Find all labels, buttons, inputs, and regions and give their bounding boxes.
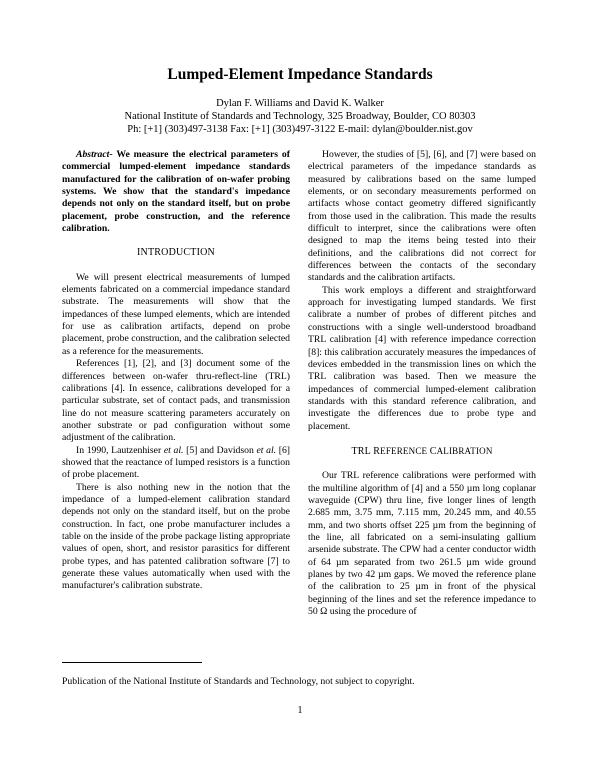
intro-paragraph-4: There is also nothing new in the notion that the impedance of a lumped-element calibration standard depends not only on the standard itself, but on the probe construction. In fact, one probe manufacturer includes a table on the inside of the probe package listing appropriate values of open, short, and resistor parasitics for different probe types, and has patented calibration software [7] to generate these values automatically when used with the manufacturer's calibration substrate. (62, 481, 290, 592)
trl-heading (308, 445, 536, 458)
contact-info: Ph: [+1] (303)497-3138 Fax: [+1] (303)497-3122 E-mail: dylan@boulder.nist.gov (127, 124, 473, 135)
left-column (62, 149, 290, 593)
text-run: [5] and Davidson (183, 444, 257, 456)
right-paragraph-1: However, the studies of [5], [6], and [7] were based on electrical parameters of the impedance standards as measured by calibrations based on the same lumped elements, or on secondary measurements performed on artifacts whose contact geometry differed significantly from those used in the calibration. This made the results difficult to interpret, since the calibrations were often designed to map the items being tested into their definitions, and the calibrations did not correct for differences between the contacts of the secondary standards and the calibration artifacts. (308, 149, 536, 284)
heading-run-small: EFERENCE (380, 445, 430, 456)
text-run-italic: et al. (163, 444, 184, 456)
paper-title: Lumped-Element Impedance Standards (167, 66, 433, 83)
abstract (62, 149, 290, 235)
affiliation: National Institute of Standards and Technology, 325 Broadway, Boulder, CO 80303 (124, 111, 476, 122)
text-run: In 1990, Lautzenhiser (76, 444, 164, 456)
author-names: Dylan F. Williams and David K. Walker (216, 98, 384, 109)
text-run-italic: et al. (256, 444, 277, 456)
footnote: Publication of the National Institute of Standards and Technology, not subject to copyright. (62, 676, 415, 687)
intro-paragraph-2: References [1], [2], and [3] document some of the differences between on-wafer thru-reflect-line (TRL) calibrations [4]. In essence, calibrations developed for a particular substrate, set of contact pads, and transmission line do not measure scattering parameters accurately on another substrate or pad configuration without some adjustment of the calibration. (62, 358, 290, 444)
right-paragraph-3: Our TRL reference calibrations were performed with the multiline algorithm of [4] and a 550 µm long coplanar waveguide (CPW) thru line, five longer lines of length 2.685 mm, 3.75 mm, 7.115 mm, 20.245 mm, and 40.55 mm, and two shorts offset 225 µm from the beginning of the line, all fabricated on a semi-insulating gallium arsenide substrate. The CPW had a center conductor width of 64 µm separated from two 261.5 µm wide ground planes by two 42 µm gaps. We moved the reference plane of the calibration to 25 µm in front of the physical beginning of the lines and set the reference impedance to 50 Ω using the procedure of (308, 470, 536, 618)
intro-paragraph-1: We will present electrical measurements of lumped elements fabricated on a commercial impedance standard substrate. The measurements will show that the impedances of these lumped elements, which are intended for use as calibration artifacts, depend on probe placement, probe construction, and the calibration selected as a reference for the measurements. (62, 271, 290, 357)
heading-run-small: ALIBRATION (436, 445, 493, 456)
page-number: 1 (297, 705, 303, 716)
right-column (308, 149, 536, 618)
text-run: [6] showed that the reactance of lumped resistors is a function of probe placement. (62, 444, 291, 481)
introduction-heading: INTRODUCTION (137, 247, 215, 259)
heading-run: C (429, 445, 437, 457)
footnote-divider (62, 662, 202, 663)
abstract-label: Abstract (76, 149, 110, 160)
author-block (0, 97, 600, 136)
abstract-text: - We measure the electrical parameters of commercial lumped-element impedance standards manufactured for the calibration of on-wafer probing systems. We show that the standard's impedance depends not only on the standard itself, but on probe placement, probe construction, and the reference calibration. (62, 149, 290, 235)
right-paragraph-2: This work employs a different and straightforward approach for investigating lumped standards. We first calibrate a number of probes of different pitches and constructions with a single well-understood broadband TRL calibration [4] with reference impedance correction [8]: this calibration accurately measures the impedances of devices embedded in the transmission lines on which the TRL calibration was based. Then we measure the impedances of commercial lumped-element calibration standards with this standard reference calibration, and investigate the differences due to probe type and placement. (308, 284, 536, 432)
heading-run: TRL R (351, 445, 381, 457)
intro-paragraph-3 (62, 445, 290, 482)
